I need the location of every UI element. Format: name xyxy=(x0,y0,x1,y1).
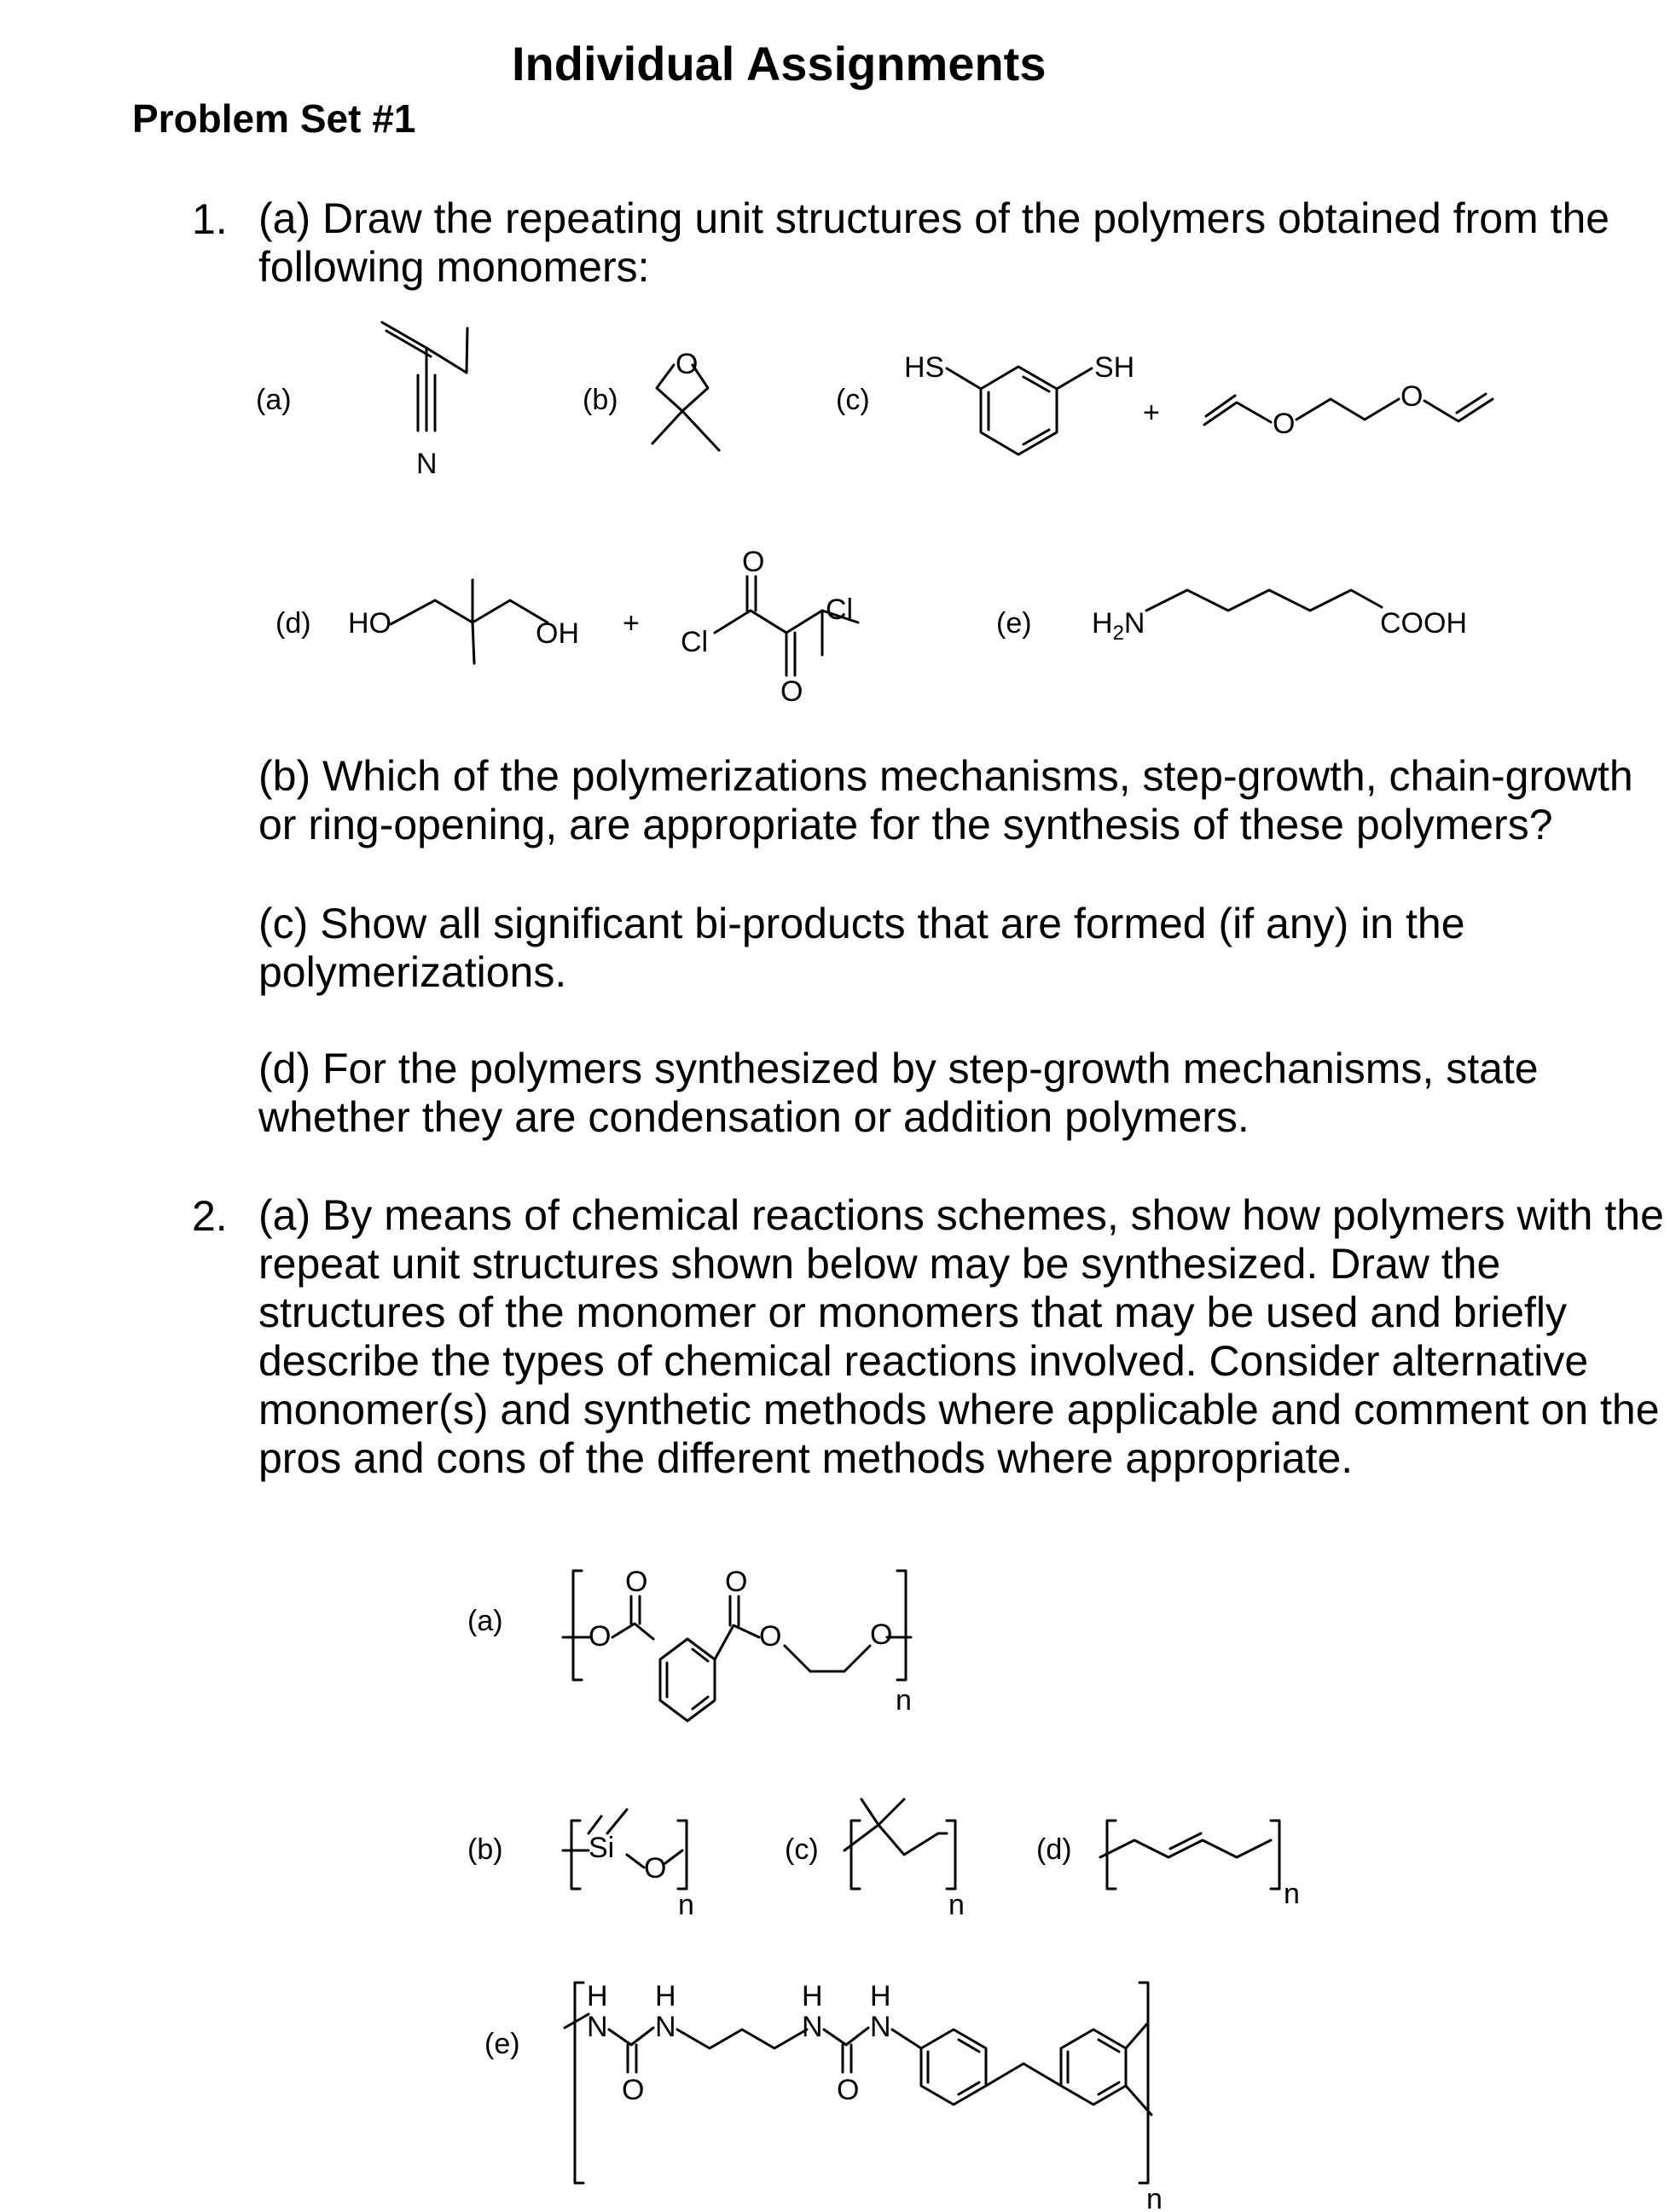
q2-part-a-line-2: repeat unit structures shown below may be synthesized. Draw the xyxy=(258,1240,1501,1288)
polymer-e-carbonyl-o1: O xyxy=(622,2074,645,2106)
polymer-b-silicon: Si xyxy=(589,1832,615,1864)
monomer-d-label: (d) xyxy=(275,607,311,640)
monomer-e xyxy=(996,590,1467,645)
polymer-c xyxy=(785,1799,965,1921)
q1-part-a-line-2: following monomers: xyxy=(258,243,650,291)
q2-part-a-line-6: pros and cons of the different methods where appropriate. xyxy=(258,1434,1354,1482)
polymer-c-n: n xyxy=(948,1889,965,1921)
polymer-a xyxy=(467,1566,912,1721)
chloride-left-label: Cl xyxy=(681,626,709,658)
q1-part-d-line-2: whether they are condensation or addition polymers. xyxy=(258,1093,1250,1141)
page-title: Individual Assignments xyxy=(512,37,1047,90)
problem-set-heading: Problem Set #1 xyxy=(132,96,416,141)
polymer-b-oxygen: O xyxy=(644,1852,667,1885)
polymer-a-n: n xyxy=(896,1684,912,1717)
polymer-a-oxygen-1: O xyxy=(589,1620,612,1653)
polymer-e xyxy=(484,1980,1163,2212)
polymer-e-label: (e) xyxy=(484,2028,520,2060)
polymer-e-n: n xyxy=(1146,2183,1163,2212)
ether-oxygen-2-label: O xyxy=(1400,380,1424,413)
polymer-c-label: (c) xyxy=(785,1833,819,1866)
q2-part-a-line-1: (a) By means of chemical reactions schemes, show how polymers with the xyxy=(258,1191,1664,1239)
polymer-e-n2: N xyxy=(655,2011,676,2043)
q2-part-a-line-4: describe the types of chemical reactions involved. Consider alternative xyxy=(258,1337,1589,1385)
ether-oxygen-1-label: O xyxy=(1273,408,1296,440)
monomer-b-label: (b) xyxy=(583,384,618,416)
carbonyl-oxygen-bottom-label: O xyxy=(780,675,803,708)
polymer-e-h3: H xyxy=(802,1980,823,2012)
plus-sign-2: + xyxy=(623,607,640,640)
hydroxyl-right-label: OH xyxy=(536,617,579,650)
q1-part-a-line-1: (a) Draw the repeating unit structures of the polymers obtained from the xyxy=(258,194,1610,242)
monomer-c xyxy=(836,351,1493,455)
thiol-right-label: SH xyxy=(1094,351,1135,384)
polymer-a-oxygen-2: O xyxy=(759,1620,782,1653)
monomer-a xyxy=(256,322,467,480)
polymer-d-n: n xyxy=(1284,1878,1300,1910)
amine-label: $H_2N$ xyxy=(1092,607,1145,645)
oxetane-oxygen-label: O xyxy=(676,348,699,380)
polymer-b xyxy=(467,1810,694,1921)
monomer-e-label: (e) xyxy=(996,607,1032,640)
monomer-d xyxy=(275,546,858,708)
nitrile-nitrogen-label: N xyxy=(416,448,438,480)
polymer-e-h4: H xyxy=(870,1980,891,2012)
question-2-number: 2. xyxy=(192,1192,228,1240)
polymer-a-carbonyl-o-1: O xyxy=(625,1566,648,1598)
q2-part-a-line-3: structures of the monomer or monomers that may be used and briefly xyxy=(258,1288,1568,1336)
q1-part-c-line-2: polymerizations. xyxy=(258,948,567,996)
chloride-right-label: Cl xyxy=(826,594,854,626)
polymer-e-n1: N xyxy=(587,2011,608,2043)
carboxylic-acid-label: COOH xyxy=(1380,607,1467,640)
plus-sign-1: + xyxy=(1143,397,1160,429)
q1-part-c-line-1: (c) Show all significant bi-products that are formed (if any) in the xyxy=(258,900,1465,947)
question-1-number: 1. xyxy=(192,195,228,243)
polymer-e-n4: N xyxy=(870,2011,891,2043)
polymer-e-carbonyl-o2: O xyxy=(837,2074,860,2106)
polymer-e-n3: N xyxy=(802,2011,823,2043)
polymer-b-n: n xyxy=(678,1889,694,1921)
thiol-left-label: HS xyxy=(904,351,945,384)
monomer-b xyxy=(583,348,719,450)
monomer-a-label: (a) xyxy=(256,384,292,416)
q1-part-b-line-1: (b) Which of the polymerizations mechanisms, step-growth, chain-growth xyxy=(258,752,1633,800)
q2-part-a-line-5: monomer(s) and synthetic methods where applicable and comment on the xyxy=(258,1386,1660,1433)
polymer-d xyxy=(1036,1821,1300,1910)
hydroxyl-left-label: HO xyxy=(348,607,391,640)
monomer-c-label: (c) xyxy=(836,384,870,416)
polymer-d-label: (d) xyxy=(1036,1833,1072,1866)
polymer-b-label: (b) xyxy=(467,1833,503,1866)
polymer-a-oxygen-3: O xyxy=(870,1618,893,1651)
carbonyl-oxygen-top-label: O xyxy=(742,546,765,578)
q1-part-d-line-1: (d) For the polymers synthesized by step-growth mechanisms, state xyxy=(258,1045,1539,1092)
polymer-a-label: (a) xyxy=(467,1605,503,1637)
polymer-e-h1: H xyxy=(587,1980,608,2012)
polymer-a-carbonyl-o-2: O xyxy=(725,1566,748,1598)
polymer-e-h2: H xyxy=(655,1980,676,2012)
q1-part-b-line-2: or ring-opening, are appropriate for the synthesis of these polymers? xyxy=(258,801,1553,848)
